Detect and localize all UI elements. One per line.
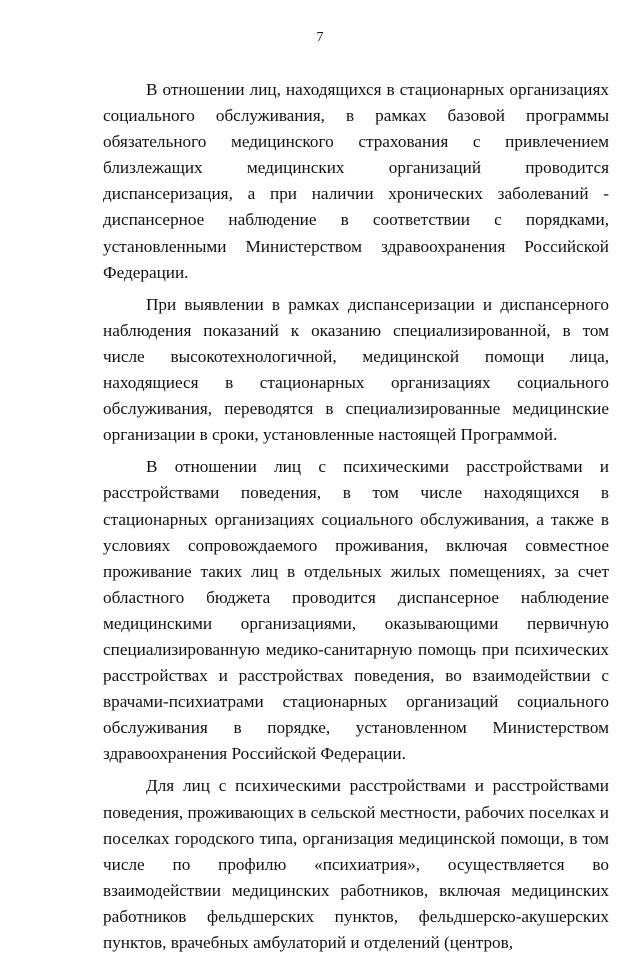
document-body (103, 77, 609, 962)
paragraph-rural-psychiatric-care: Для лиц с психическими расстройствами и расстройствами поведения, проживающих в сельской местности, рабочих поселках и поселках городского типа, организация медицинской помощи, в том числе по профилю «психиатрия», осуществляется во взаимодействии медицинских работников, включая медицинских работников фельдшерских пунктов, фельдшерско-акушерских пунктов, врачебных амбулаторий и отделений (центров, (103, 776, 609, 952)
paragraph-mental-disorders-observation: В отношении лиц с психическими расстройствами и расстройствами поведения, в том числе находящихся в стационарных организациях социального обслуживания, а также в условиях сопровождаемого проживания, включая совместное проживание таких лиц в отдельных жилых помещениях, за счет областного бюджета проводится диспансерное наблюдение медицинскими организациями, оказывающими первичную специализированную медико-санитарную помощь при психических расстройствах и расстройствах поведения, во взаимодействии с врачами-психиатрами стационарных организаций социального обслуживания в порядке, установленном Министерством здравоохранения Российской Федерации. (103, 457, 609, 764)
paragraph-dispensary-social-care: В отношении лиц, находящихся в стационарных организациях социального обслуживания, в рамках базовой программы обязательного медицинского страхования с привлечением близлежащих медицинских организаций проводится диспансеризация, а при наличии хронических заболеваний - диспансерное наблюдение в соответствии с порядками, установленными Министерством здравоохранения Российской Федерации. (103, 80, 609, 282)
page-number: 7 (316, 30, 324, 45)
paragraph-specialized-care-transfer: При выявлении в рамках диспансеризации и диспансерного наблюдения показаний к оказанию специализированной, в том числе высокотехнологичной, медицинской помощи лица, находящиеся в стационарных организациях социального обслуживания, переводятся в специализированные медицинские организации в сроки, установленные настоящей Программой. (103, 294, 609, 445)
